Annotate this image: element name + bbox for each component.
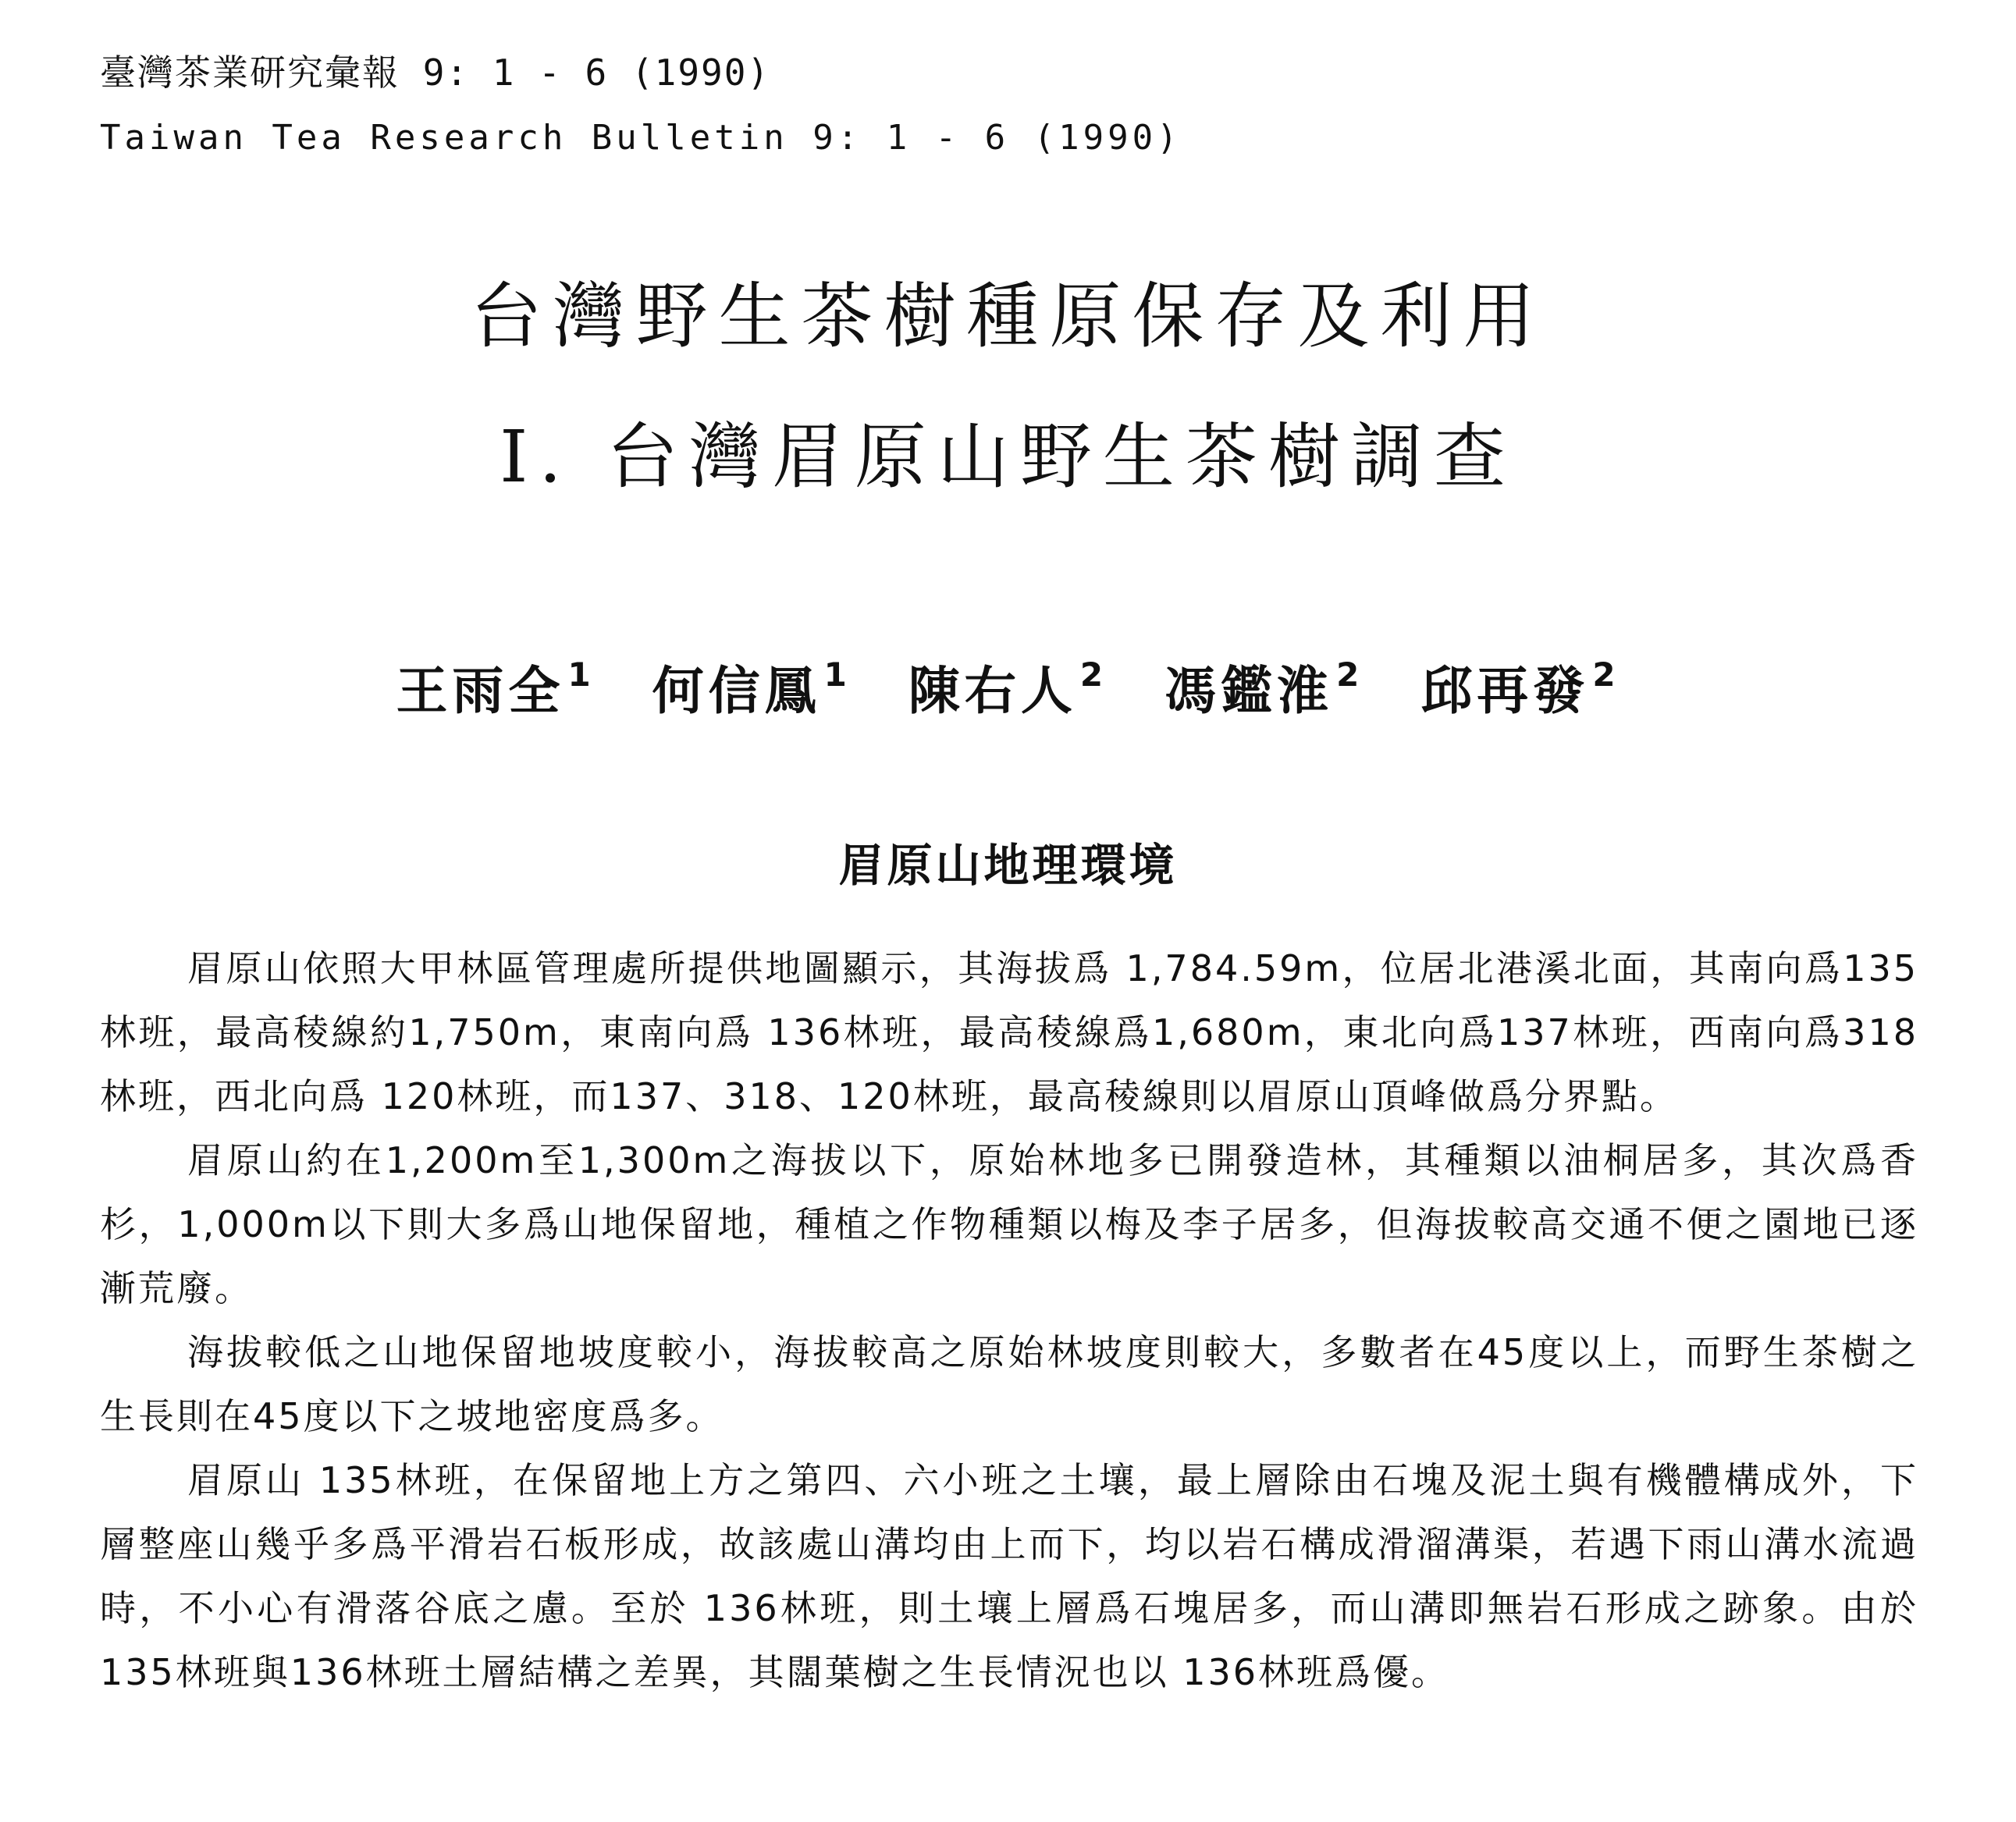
author bbox=[908, 655, 1108, 721]
paper-title-line-2: I. 台灣眉原山野生茶樹調查 bbox=[500, 415, 1516, 499]
paper-title-line-1: 台灣野生茶樹種原保存及利用 bbox=[470, 275, 1546, 358]
author bbox=[1420, 655, 1620, 721]
journal-citation-zh: 臺灣茶業研究彙報 9: 1 - 6 (1990) bbox=[100, 51, 771, 94]
author-list bbox=[0, 655, 2016, 721]
author-name: 王雨全 bbox=[396, 661, 565, 721]
author-affiliation: 1 bbox=[567, 655, 596, 694]
author-affiliation: 2 bbox=[1592, 655, 1620, 694]
author-name: 陳右人 bbox=[908, 661, 1077, 721]
author-affiliation: 2 bbox=[1336, 655, 1364, 694]
author-affiliation: 1 bbox=[823, 655, 852, 694]
author-name: 何信鳳 bbox=[652, 661, 821, 721]
author bbox=[652, 655, 852, 721]
author-affiliation: 2 bbox=[1079, 655, 1108, 694]
body-paragraph: 眉原山 135林班，在保留地上方之第四、六小班之土壤，最上層除由石塊及泥土與有機體構成外，下層整座山幾乎多爲平滑岩石板形成，故該處山溝均由上而下，均以岩石構成滑溜溝渠，若遇下雨山溝水流過時，不小心有滑落谷底之慮。至於 136林班，則土壤上層爲石塊居多，而山溝即無岩石形成之跡象。由於135林班與136林班土層結構之差異，其闊葉樹之生長情況也以 136林班爲優。 bbox=[100, 1459, 1918, 1693]
body-paragraph: 海拔較低之山地保留地坡度較小，海拔較高之原始林坡度則較大，多數者在45度以上，而野生茶樹之生長則在45度以下之坡地密度爲多。 bbox=[100, 1331, 1918, 1437]
body-paragraph: 眉原山依照大甲林區管理處所提供地圖顯示，其海拔爲 1,784.59m，位居北港溪北面，其南向爲135林班，最高稜線約1,750m，東南向爲 136林班，最高稜線爲1,680m，東北向爲137林班，西南向爲318林班，西北向爲 120林班，而137、318、120林班，最高稜線則以眉原山頂峰做爲分界點。 bbox=[100, 947, 1918, 1117]
author bbox=[396, 655, 596, 721]
journal-citation-en: Taiwan Tea Research Bulletin 9: 1 - 6 (1990) bbox=[100, 118, 1182, 158]
section-body bbox=[100, 936, 1918, 1704]
author-name: 馮鑑淮 bbox=[1164, 661, 1334, 721]
author bbox=[1164, 655, 1364, 721]
body-paragraph: 眉原山約在1,200m至1,300m之海拔以下，原始林地多已開發造林，其種類以油桐居多，其次爲香杉，1,000m以下則大多爲山地保留地，種植之作物種類以梅及李子居多，但海拔較高交通不便之園地已逐漸荒廢。 bbox=[100, 1139, 1918, 1309]
author-name: 邱再發 bbox=[1420, 661, 1590, 721]
section-heading: 眉原山地理環境 bbox=[838, 839, 1178, 892]
